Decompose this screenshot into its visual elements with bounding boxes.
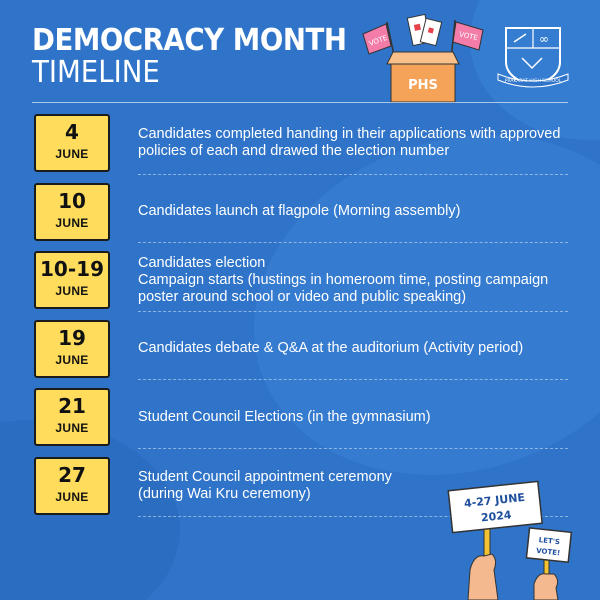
date-day: 19 xyxy=(58,325,86,350)
date-month: JUNE xyxy=(55,147,89,161)
date-day: 4 xyxy=(65,120,79,144)
date-month: JUNE xyxy=(55,215,89,230)
svg-text:∞: ∞ xyxy=(539,32,549,46)
ballot-box-icon xyxy=(355,12,490,104)
event-text: Candidates completed handing in their applications with approved policies of each and drawed the election number xyxy=(138,126,561,159)
date-day: 21 xyxy=(58,394,86,418)
event-text: Candidates election Campaign starts (hustings in homeroom time, posting campaign poster around school or video and public speaking) xyxy=(138,254,549,305)
timeline-row xyxy=(34,249,568,318)
event-text: Student Council appointment ceremony (during Wai Kru ceremony) xyxy=(138,468,392,502)
date-month: JUNE xyxy=(55,284,89,298)
flag-left-text: VOTE xyxy=(367,33,389,48)
event-description xyxy=(138,386,568,448)
timeline-row xyxy=(34,386,568,455)
date-month: JUNE xyxy=(55,421,89,435)
event-description xyxy=(138,318,568,380)
sign-lets: LET'S xyxy=(538,536,561,547)
date-card xyxy=(34,251,110,309)
ballot-box-label: PHS xyxy=(408,78,438,93)
event-description xyxy=(138,181,568,243)
sign-year: 2024 xyxy=(480,508,513,525)
sign-dates: 4-27 JUNE xyxy=(463,490,526,511)
header-divider xyxy=(32,102,568,103)
date-card xyxy=(34,183,110,241)
date-day: 10-19 xyxy=(40,257,104,281)
hands-holding-signs-icon xyxy=(440,470,600,600)
date-day: 27 xyxy=(58,462,86,487)
date-card xyxy=(34,114,110,172)
date-card xyxy=(34,320,110,378)
page-title xyxy=(32,23,374,90)
school-name: PRAKARAT HIGH SCHOOL xyxy=(504,79,562,84)
event-text: Student Council Elections (in the gymnasium) xyxy=(138,408,431,425)
event-text: Candidates launch at flagpole (Morning assembly) xyxy=(138,203,461,219)
title-line-2: TIMELINE xyxy=(32,55,160,90)
event-text: Candidates debate & Q&A at the auditorium (Activity period) xyxy=(138,340,524,356)
date-month: JUNE xyxy=(55,489,89,504)
timeline-row xyxy=(34,112,568,181)
date-card xyxy=(34,388,110,446)
school-crest-icon xyxy=(496,22,570,92)
timeline-row xyxy=(34,318,568,387)
date-card xyxy=(34,457,110,515)
title-line-1: DEMOCRACY MONTH xyxy=(32,23,347,58)
date-month: JUNE xyxy=(55,352,89,367)
date-day: 10 xyxy=(58,188,86,213)
timeline-row xyxy=(34,181,568,250)
sign-vote: VOTE! xyxy=(535,546,561,558)
timeline xyxy=(34,112,568,523)
event-description xyxy=(138,249,568,311)
event-description xyxy=(138,112,568,174)
flag-right-text: VOTE xyxy=(458,30,479,43)
